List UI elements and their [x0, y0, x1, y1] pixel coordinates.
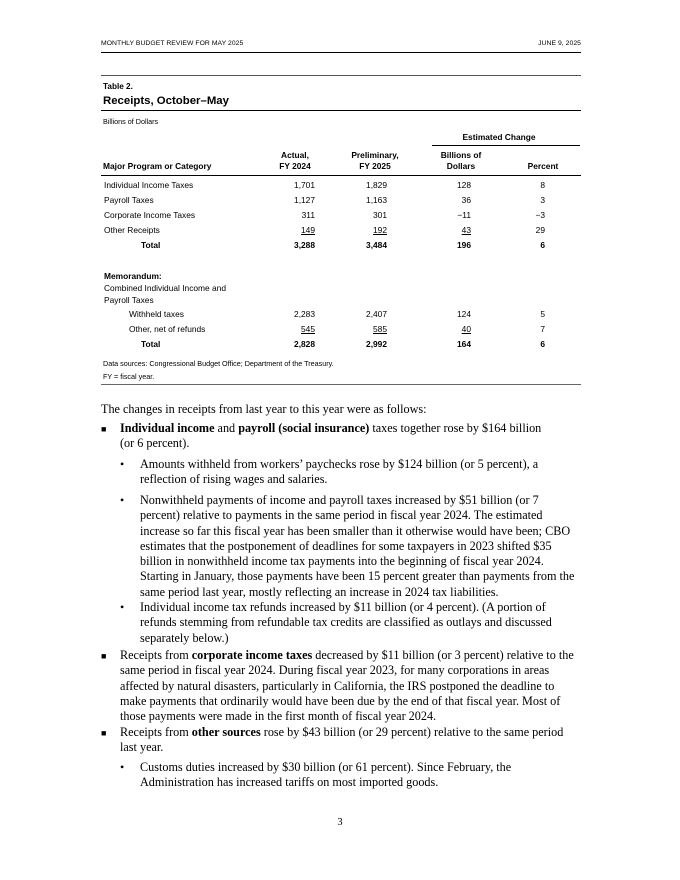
column-header-percent: Percent: [527, 161, 559, 171]
row-percent: 8: [540, 180, 545, 190]
total-change: 164: [457, 339, 471, 349]
total-label: Total: [141, 339, 161, 349]
row-percent: 7: [540, 324, 545, 334]
bullet-corporate: [120, 648, 580, 724]
total-change: 196: [457, 240, 471, 250]
estimated-change-header: Estimated Change: [462, 132, 536, 142]
sub-bullet-nonwithheld: Nonwithheld payments of income and payroll taxes increased by $51 billion (or 7 percent) relative to payments in the same period in fiscal year 2024. The estimated increase so far this fiscal year has been smaller than it otherwise would have been; CBO estimates that the postponement of deadlines for some taxpayers in 2023 shifted $35 billion in nonwithheld income tax payments into the beginning of fiscal year 2024. Starting in January, those payments have been 15 percent greater than payments from the same period last year, mostly reflecting an increase in 2024 tax liabilities.: [140, 493, 575, 599]
text-fragment: Receipts from: [120, 725, 192, 739]
total-actual: 3,288: [294, 240, 315, 250]
bold-payroll-taxes: payroll (social insurance): [238, 421, 370, 435]
table-title-rule: [101, 110, 581, 111]
sub-bullet-withheld: Amounts withheld from workers’ paychecks rose by $124 billion (or 5 percent), a reflection of rising wages and salaries.: [140, 457, 539, 487]
memo-total-row: [101, 339, 581, 351]
row-actual: 2,283: [294, 309, 315, 319]
bold-other-sources: other sources: [191, 725, 261, 739]
table-row: [101, 309, 581, 321]
text-fragment: decreased by $11 billion (or 3 percent) relative to the same period in fiscal year 2024. During fiscal year 2023, for many corporations in areas affected by natural disasters, particularly in California, the IRS postponed the deadline to make payments that ordinarily would have been due by the end of that fiscal year. Most of those payments were made in the first month of fiscal year 2024.: [120, 648, 574, 724]
table-title: Receipts, October–May: [103, 95, 229, 107]
row-preliminary: 1,163: [366, 195, 387, 205]
row-preliminary: 585: [373, 324, 387, 334]
text-fragment: Receipts from: [120, 648, 192, 662]
memorandum-heading: Memorandum:: [104, 271, 162, 281]
page-number: 3: [337, 817, 343, 828]
table-total-row: [101, 240, 581, 252]
total-percent: 6: [540, 339, 545, 349]
column-header-actual-line2: FY 2024: [279, 161, 311, 171]
column-header-actual: [266, 150, 324, 172]
square-bullet-icon: ■: [101, 651, 107, 661]
row-actual: 1,701: [294, 180, 315, 190]
row-percent: −3: [535, 210, 545, 220]
row-label: Withheld taxes: [129, 309, 184, 319]
row-change: 36: [461, 195, 471, 205]
round-bullet-icon: •: [120, 760, 125, 774]
row-actual: 545: [301, 324, 315, 334]
table-top-rule: [101, 75, 581, 76]
table-row: [101, 180, 581, 192]
row-change: −11: [457, 210, 471, 220]
row-label: Payroll Taxes: [104, 195, 154, 205]
total-actual: 2,828: [294, 339, 315, 349]
text-fragment: taxes together rose by $164 billion (or 6 percent).: [120, 421, 542, 451]
row-change: 40: [461, 324, 471, 334]
intro-paragraph: The changes in receipts from last year to this year were as follows:: [101, 402, 427, 416]
table-row: [101, 210, 581, 222]
row-change: 124: [457, 309, 471, 319]
estimated-change-rule: [432, 145, 580, 146]
column-header-preliminary: [339, 150, 411, 172]
column-header-preliminary-line1: Preliminary,: [351, 150, 399, 160]
table-header-rule: [101, 175, 581, 176]
text-fragment: rose by $43 billion (or 29 percent) relative to the same period last year.: [120, 725, 564, 755]
table-number: Table 2.: [103, 82, 133, 91]
row-percent: 3: [540, 195, 545, 205]
column-header-preliminary-line2: FY 2025: [359, 161, 391, 171]
memorandum-line-1: Combined Individual Income and: [104, 283, 226, 293]
row-preliminary: 2,407: [366, 309, 387, 319]
row-actual: 149: [301, 225, 315, 235]
total-preliminary: 2,992: [366, 339, 387, 349]
row-actual: 311: [301, 210, 315, 220]
table-fy-note: FY = fiscal year.: [103, 372, 155, 381]
row-preliminary: 192: [373, 225, 387, 235]
row-change: 128: [457, 180, 471, 190]
row-percent: 5: [540, 309, 545, 319]
report-date: JUNE 9, 2025: [538, 40, 581, 47]
column-header-billions-line2: Dollars: [446, 161, 476, 171]
row-label: Corporate Income Taxes: [104, 210, 196, 220]
column-header-category: Major Program or Category: [103, 161, 212, 171]
round-bullet-icon: •: [120, 493, 125, 507]
total-preliminary: 3,484: [366, 240, 387, 250]
total-label: Total: [141, 240, 161, 250]
row-change: 43: [461, 225, 471, 235]
table-row: [101, 324, 581, 336]
row-preliminary: 1,829: [366, 180, 387, 190]
row-actual: 1,127: [294, 195, 315, 205]
running-header: [101, 40, 581, 53]
memorandum-line-2: Payroll Taxes: [104, 295, 154, 305]
table-row: [101, 225, 581, 237]
bold-corporate-income-taxes: corporate income taxes: [191, 648, 313, 662]
sub-bullet-refunds: Individual income tax refunds increased by $11 billion (or 4 percent). (A portion of refunds stemming from refundable tax credits are classified as outlays and discussed separately below.): [140, 600, 552, 645]
table-units: Billions of Dollars: [103, 117, 159, 126]
row-percent: 29: [535, 225, 545, 235]
bullet-other-sources: [120, 725, 580, 756]
total-percent: 6: [540, 240, 545, 250]
square-bullet-icon: ■: [101, 728, 107, 738]
text-fragment: and: [214, 421, 239, 435]
column-header-billions: [427, 150, 495, 172]
row-preliminary: 301: [373, 210, 387, 220]
table-row: [101, 195, 581, 207]
table-source-note: Data sources: Congressional Budget Office; Department of the Treasury.: [103, 359, 334, 368]
receipts-table: [101, 75, 581, 381]
bold-individual-income: Individual income: [120, 421, 215, 435]
row-label: Other Receipts: [104, 225, 160, 235]
square-bullet-icon: ■: [101, 424, 107, 434]
report-title: MONTHLY BUDGET REVIEW FOR MAY 2025: [101, 40, 244, 47]
column-header-actual-line1: Actual,: [281, 150, 309, 160]
round-bullet-icon: •: [120, 457, 125, 471]
sub-bullet-customs: Customs duties increased by $30 billion (or 61 percent). Since February, the Administration has increased tariffs on most imported goods.: [140, 760, 512, 790]
row-label: Individual Income Taxes: [104, 180, 194, 190]
row-label: Other, net of refunds: [129, 324, 206, 334]
table-bottom-rule: [101, 384, 581, 385]
round-bullet-icon: •: [120, 600, 125, 614]
column-header-billions-line1: Billions of: [440, 150, 482, 160]
bullet-individual-payroll: [120, 421, 548, 452]
